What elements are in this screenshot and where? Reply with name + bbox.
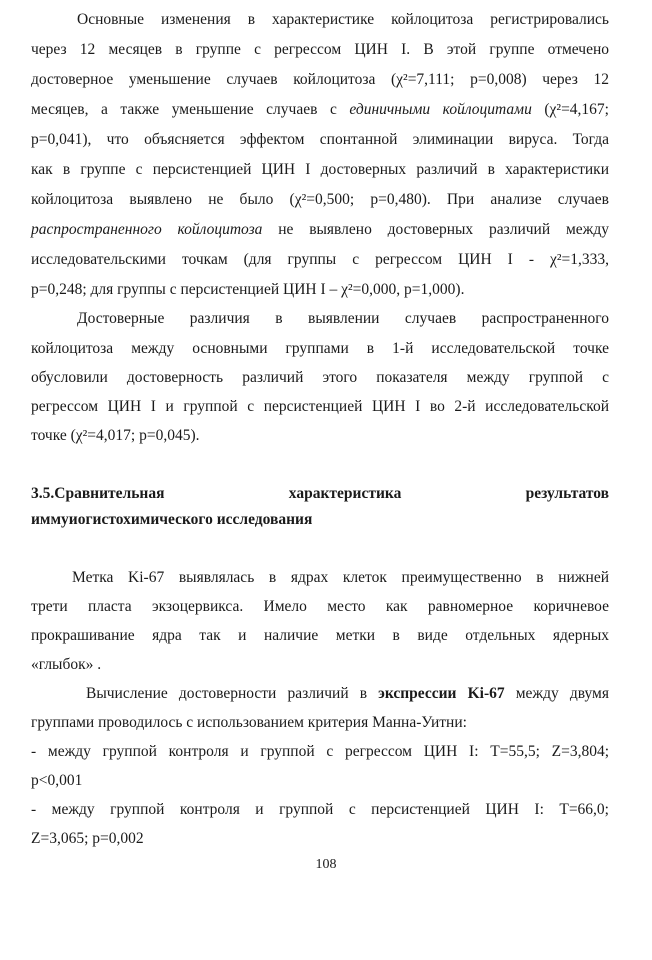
text-line: прокрашивание ядра так и наличие метки в виде отдельных ядерных <box>31 627 609 644</box>
text-line: р<0,001 <box>31 772 83 789</box>
text-line: р=0,248; для группы с персистенцией ЦИН I – χ²=0,000, р=1,000). <box>31 281 465 298</box>
text-line: обусловили достоверность различий этого показателя между группой с <box>31 369 609 386</box>
text-line: р=0,041), что объясняется эффектом спонтанной элиминации вируса. Тогда <box>31 131 609 148</box>
text-line <box>31 220 609 240</box>
text-line: «глыбок» . <box>31 656 102 673</box>
text-line: койлоцитоза выявлено не было (χ²=0,500; р=0,480). При анализе случаев <box>31 191 609 208</box>
text-run: месяцев, а также уменьшение случаев с <box>31 101 350 118</box>
text-line: койлоцитоза между основными группами в 1-й исследовательской точке <box>31 340 609 357</box>
text-line <box>31 100 609 120</box>
text-run: не выявлено достоверных различий между <box>262 221 609 238</box>
text-run: Вычисление достоверности различий в <box>86 685 379 702</box>
italic-term: распространенного койлоцитоза <box>31 221 263 238</box>
italic-term: единичными койлоцитами <box>349 101 532 118</box>
text-run: (χ²=4,167; <box>531 101 609 118</box>
text-line: трети пласта экзоцервикса. Имело место как равномерное коричневое <box>31 598 609 615</box>
text-line: исследовательскими точкам (для группы с регрессом ЦИН I - χ²=1,333, <box>31 251 609 268</box>
text-line: регрессом ЦИН I и группой с персистенцией ЦИН I во 2-й исследовательской <box>31 398 609 415</box>
text-line: через 12 месяцев в группе с регрессом ЦИН I. В этой группе отмечено <box>31 41 609 58</box>
text-run: между двумя <box>504 685 609 702</box>
text-line <box>86 684 609 704</box>
bold-term: экспрессии Ki-67 <box>378 685 505 702</box>
heading-line: 3.5.Сравнительная характеристика результатов <box>31 485 609 502</box>
text-line: достоверное уменьшение случаев койлоцитоза (χ²=7,111; р=0,008) через 12 <box>31 71 609 88</box>
text-line: Z=3,065; р=0,002 <box>31 830 144 847</box>
text-line: как в группе с персистенцией ЦИН I достоверных различий в характеристики <box>31 161 609 178</box>
text-line: точке (χ²=4,017; р=0,045). <box>31 427 200 444</box>
text-line: - между группой контроля и группой с персистенцией ЦИН I: Т=66,0; <box>31 801 609 818</box>
text-line: - между группой контроля и группой с регрессом ЦИН I: Т=55,5; Z=3,804; <box>31 743 609 760</box>
text-line: Метка Ki-67 выявлялась в ядрах клеток преимущественно в нижней <box>72 569 609 586</box>
page-number: 108 <box>315 857 337 872</box>
text-line: Основные изменения в характеристике койлоцитоза регистрировались <box>77 11 609 28</box>
text-line: Достоверные различия в выявлении случаев распространенного <box>77 310 609 327</box>
text-line: группами проводилось с использованием критерия Манна-Уитни: <box>31 714 467 731</box>
heading-line: иммуиогистохимического исследования <box>31 511 313 528</box>
